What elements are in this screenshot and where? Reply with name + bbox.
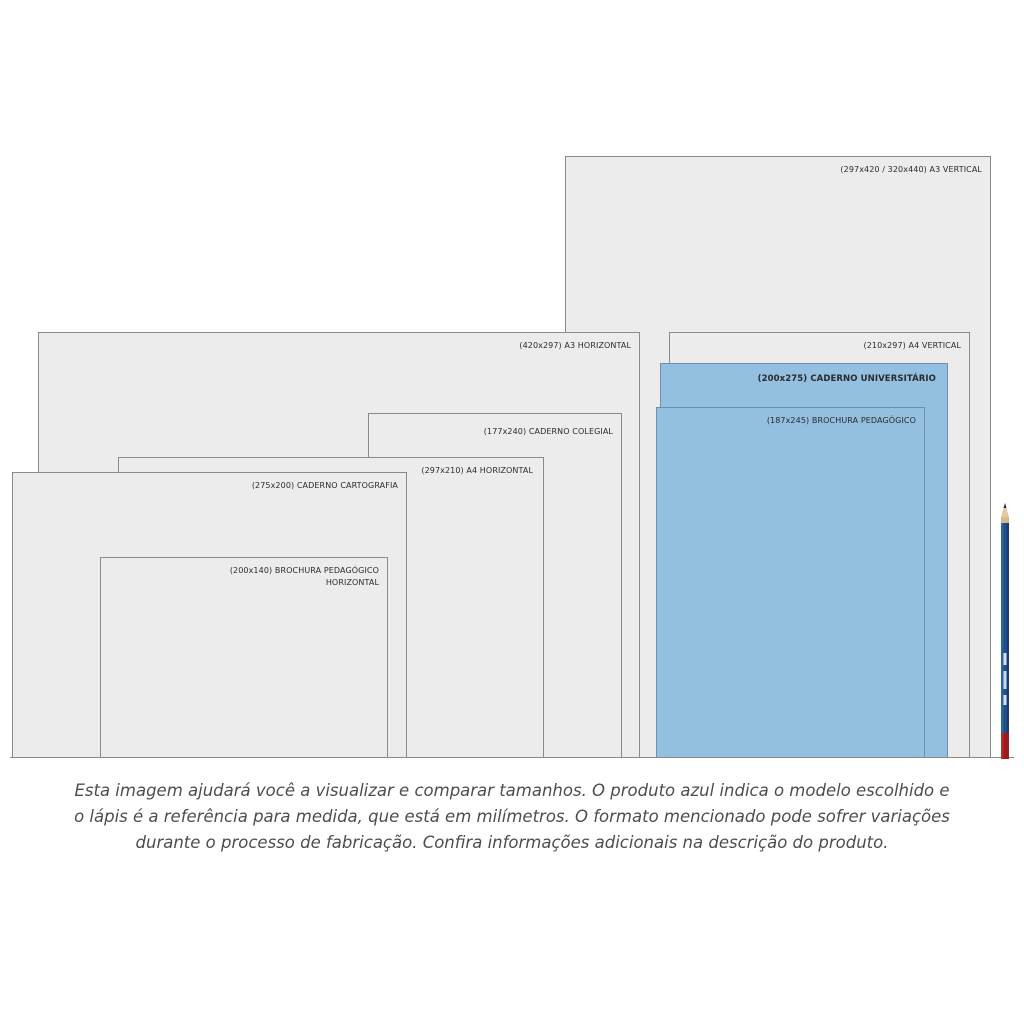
pencil-icon xyxy=(998,503,1012,759)
sheet-brochura-pedagogico-label: (187x245) BROCHURA PEDAGÓGICO xyxy=(766,416,916,425)
sheet-a3-vertical-label: (297x420 / 320x440) A3 VERTICAL xyxy=(840,165,982,174)
sheet-a4-horizontal-label: (297x210) A4 HORIZONTAL xyxy=(421,466,533,475)
sheet-brochura-pedagogico xyxy=(656,407,925,758)
sheet-brochura-horizontal-label xyxy=(230,565,379,589)
sheet-a3-horizontal-label: (420x297) A3 HORIZONTAL xyxy=(519,341,631,350)
sheet-caderno-cartografia-label: (275x200) CADERNO CARTOGRAFIA xyxy=(251,481,398,490)
sheet-caderno-universitario-label: (200x275) CADERNO UNIVERSITÁRIO xyxy=(757,374,936,384)
sheet-caderno-colegial-label: (177x240) CADERNO COLEGIAL xyxy=(483,427,613,436)
sheet-a4-vertical-label: (210x297) A4 VERTICAL xyxy=(863,341,961,350)
caption-line-3: durante o processo de fabricação. Confira informações adicionais na descrição do produto. xyxy=(135,833,889,852)
sheet-brochura-horizontal xyxy=(100,557,388,758)
baseline xyxy=(10,757,1014,758)
caption-line-1: Esta imagem ajudará você a visualizar e comparar tamanhos. O produto azul indica o modelo escolhido e xyxy=(74,781,950,800)
sheet-brochura-horizontal-label-line2: HORIZONTAL xyxy=(325,578,379,587)
caption xyxy=(40,778,984,856)
sheet-brochura-horizontal-label-line1: (200x140) BROCHURA PEDAGÓGICO xyxy=(229,566,379,575)
caption-line-2: o lápis é a referência para medida, que está em milímetros. O formato mencionado pode sofrer variações xyxy=(74,807,950,826)
